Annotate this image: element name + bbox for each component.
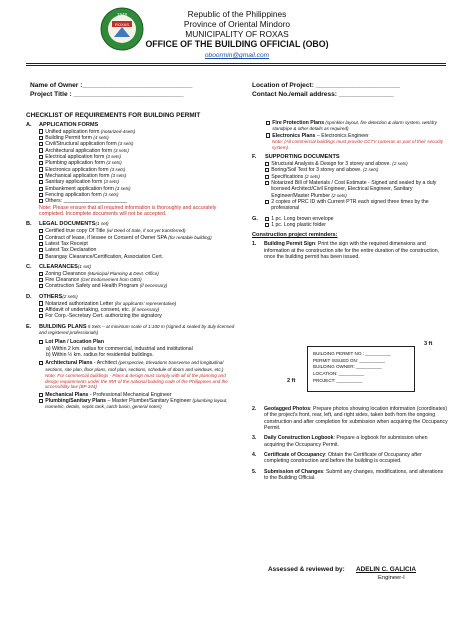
checklist-item-text: Barangay Clearance/Certification, Association Cert. xyxy=(45,253,164,260)
sign-width-label: 3 ft xyxy=(424,341,433,347)
checkbox[interactable] xyxy=(39,229,43,233)
checkbox[interactable] xyxy=(39,180,43,184)
checklist-item-note: (notarized-4sets) xyxy=(100,128,136,134)
section-g-key: G. xyxy=(252,215,258,222)
checklist-item-text: Structural Analysis & Design for 3 storey and above. xyxy=(271,161,393,168)
checklist-item-text: Notarized authorization Letter xyxy=(45,300,115,307)
checkbox[interactable] xyxy=(265,168,269,172)
checklist-item[interactable] xyxy=(265,222,333,228)
lot-plan-checkbox[interactable] xyxy=(39,340,43,344)
checkbox[interactable] xyxy=(265,181,269,185)
checkbox[interactable] xyxy=(39,155,43,159)
checklist-title: CHECKLIST OF REQUIREMENTS FOR BUILDING PERMIT xyxy=(26,112,201,119)
header-line-province: Province of Oriental Mindoro xyxy=(183,19,291,29)
checklist-item[interactable] xyxy=(265,180,448,199)
checklist-item-note: (4 sets) xyxy=(93,134,109,140)
sign-line-project: PROJECT: __________ xyxy=(313,377,363,383)
architectural-note: Note: For commercial buildings - Plans & design must comply with all of the planning and design requirements under the IRR of the national building code of the Philippines and the accessibility law (BP 344) xyxy=(45,373,228,390)
checkbox[interactable] xyxy=(39,199,43,203)
checklist-item-note: (Get Endorsement from OBO) xyxy=(80,277,142,283)
project-location-field[interactable]: Location of Project: _______________________ xyxy=(252,82,401,89)
checklist-item-text: 1 pc. Long plastic folder xyxy=(271,222,326,229)
sign-line-issued-on: PERMIT ISSUED ON: __________ xyxy=(313,357,385,363)
checklist-item-text: Certified true copy Of Title xyxy=(45,228,107,235)
cctv-note: Note: (All commercial buildings must provide CCTV cameras as part of their security system). xyxy=(272,139,444,150)
reminder-4: 4. Certificate of Occupancy: Obtain the Certificate of Occupancy after completing construction and before the building is occupied. xyxy=(252,452,422,465)
lot-plan-a: a) Within 2 km. radius for commercial, industrial and institutional xyxy=(46,345,193,352)
checkbox[interactable] xyxy=(39,129,43,133)
seal-text: ROXAS xyxy=(114,22,130,27)
electronics-plans-checkbox[interactable] xyxy=(266,133,270,137)
checklist-item-note: (3 sets) xyxy=(113,147,129,153)
section-e-heading: E. BUILDING PLANS 5 Sets – at minimum scale of 1:100 m (signed & sealed by duly licensed and registered professionals) xyxy=(26,323,235,336)
checkbox[interactable] xyxy=(39,308,43,312)
architectural-plans-item[interactable]: Architectural Plans - Architect (perspective, Elevations transverse and longitudinal sections, site plan, floor plans, roof plan, sections, schedule of doors and windows, etc.) xyxy=(39,360,236,373)
left-column xyxy=(26,112,236,411)
section-g xyxy=(252,216,448,229)
contact-field[interactable]: Contact No./email address: _______________ xyxy=(252,91,394,98)
application-forms-note: Note: Please ensure that all required information is thoroughly and accurately completed. Incomplete documents will not be accepted. xyxy=(39,204,217,218)
checklist-item-text: Fencing application form xyxy=(45,192,104,199)
supporting-documents-list xyxy=(252,161,448,212)
owner-name-field[interactable]: Name of Owner :______________________________ xyxy=(30,82,193,89)
checklist-item-note: (if necessary) xyxy=(139,283,168,289)
section-d-heading: D. OTHERS (2 sets) xyxy=(26,293,78,300)
checklist-item-text: Contract of lease, if lessee or Consent of Owner SPA xyxy=(45,234,169,241)
checklist-item-note: (2 sets) xyxy=(331,192,347,198)
header-line-office: OFFICE OF THE BUILDING OFFICIAL (OBO) xyxy=(145,39,329,49)
checklist-item-text: Plumbing application form xyxy=(45,160,107,167)
checklist-item-text: Latest Tax Receipt xyxy=(45,240,88,247)
checklist-item-note: (3 sets) xyxy=(118,141,134,147)
checklist-item-note: (Municipal Planning & Devt. Office) xyxy=(87,270,159,276)
envelope-folder-list xyxy=(265,216,333,229)
checkbox[interactable] xyxy=(39,148,43,152)
checklist-item-text: Notarized Bill of Materials / Cost Estimate - Signed and sealed by a duly licensed Architect/Civil Engineer, Electrical Engineer, Sanitary Engineer/Master Plumber xyxy=(271,180,437,199)
reminder-3: 3. Daily Construction Logbook: Prepare a logbook for submission when acquiring the Occupancy Permit. xyxy=(252,435,428,448)
checklist-item-text: Building Permit form xyxy=(45,134,94,141)
checkbox[interactable] xyxy=(39,167,43,171)
project-title-field[interactable]: Project Title : ______________________________ xyxy=(30,91,184,98)
checklist-item-text: Specifications xyxy=(271,173,305,180)
checklist-item-text: Embankment application form xyxy=(45,185,116,192)
sign-line-permit-no: BUILDING PERMIT NO.: __________ xyxy=(313,351,391,356)
sign-line-owner: BUILDING OWNER: __________ xyxy=(313,364,382,370)
checklist-item-note: (3 sets) xyxy=(110,173,127,179)
header-rule-top xyxy=(26,63,446,64)
checklist-item-text: Affidavit of undertaking, consent, etc. xyxy=(45,306,132,313)
checkbox[interactable] xyxy=(39,235,43,239)
checklist-item-text: Electrical application form xyxy=(45,154,106,160)
checklist-item-note: (3 sets) xyxy=(105,154,122,159)
checklist-item-note: (2 sets) xyxy=(363,167,379,173)
reviewer-name: ADELIN C. GALICIA xyxy=(356,566,416,573)
checkbox[interactable] xyxy=(265,175,269,179)
checklist-item-text: Construction Safety and Health Program xyxy=(45,283,140,290)
checklist-item-text: 1 pc. Long brown envelope xyxy=(271,215,334,222)
office-email-link[interactable]: oboormin@gmail.com xyxy=(204,52,270,59)
assessed-by-label: Assessed & reviewed by: xyxy=(268,566,345,573)
section-c-heading: C. CLEARANCES (1 set) xyxy=(26,263,91,270)
checkbox[interactable] xyxy=(265,223,269,227)
plumbing-plans-checkbox[interactable] xyxy=(39,399,43,403)
checkbox[interactable] xyxy=(39,301,43,305)
permit-sign-box xyxy=(307,346,415,392)
checklist-item-text: Architectural application form xyxy=(45,147,114,154)
checkbox[interactable] xyxy=(39,254,43,258)
checklist-item-note: (for rentable building) xyxy=(168,234,212,240)
fire-protection-item[interactable]: Fire Protection Plans (sprinkler layout, fire detection & alarm system, wet/dry standpipe & other details as required) xyxy=(266,120,448,133)
section-a-heading: A. APPLICATION FORMS xyxy=(26,121,99,128)
checklist-item-note: (w/ Deed of Sale, if not yet transferred) xyxy=(106,228,186,234)
seal-year: 1948 xyxy=(116,12,128,17)
plumbing-plans-item[interactable]: Plumbing/Sanitary Plans – Master Plumber/Sanitary Engineer (plumbing layout, isometric, details, septic tank, catch basin, general notes) xyxy=(39,398,236,411)
checkbox[interactable] xyxy=(39,242,43,246)
checklist-item-note: (3 sets) xyxy=(106,160,122,166)
architectural-plans-checkbox[interactable] xyxy=(39,361,43,365)
header-line-municipality: MUNICIPALITY OF ROXAS xyxy=(185,29,289,39)
section-b-heading: B. LEGAL DOCUMENTS (1 set) xyxy=(26,221,109,228)
reminder-1: 1. Building Permit Sign: Print the sign with the required dimensions and information at the construction site for the entire duration of the construction, once the building permit has been issued. xyxy=(252,241,440,260)
checkbox[interactable] xyxy=(39,278,43,282)
checkbox[interactable] xyxy=(265,217,269,221)
mechanical-plans-item[interactable]: Mechanical Plans - Professional Mechanical Engineer xyxy=(39,392,236,398)
checkbox[interactable] xyxy=(39,161,43,165)
lot-plan-item[interactable]: Lot Plan / Location Plan xyxy=(39,339,236,345)
checkbox[interactable] xyxy=(39,136,43,140)
checklist-item-note: (3 sets) xyxy=(103,192,119,198)
sign-line-location: LOCATION: __________ xyxy=(313,370,365,376)
reminders-continued xyxy=(252,406,448,481)
checklist-item[interactable] xyxy=(265,199,448,212)
checkbox[interactable] xyxy=(39,193,43,197)
electronics-plans-item[interactable]: Electronics Plans – Electronics Engineer xyxy=(266,133,448,139)
checklist-item-text: Sanitary application form xyxy=(45,179,104,186)
sign-height-label: 2 ft xyxy=(287,378,296,384)
others-list xyxy=(26,301,236,320)
checklist-item-note: (if necessary) xyxy=(131,306,160,312)
reminders-title: Construction project reminders: xyxy=(252,232,338,239)
checkbox[interactable] xyxy=(39,272,43,276)
checkbox[interactable] xyxy=(39,248,43,252)
checkbox[interactable] xyxy=(39,174,43,178)
checkbox[interactable] xyxy=(39,187,43,191)
fire-protection-checkbox[interactable] xyxy=(266,121,270,125)
reminder-2: 2. Geotagged Photos: Prepare photos showing location information (coordinates) of the project's front, rear, left, and right sides, taken both from the ongoing construction and after completion for submission when acquiring the Occupancy Permit. xyxy=(252,406,448,432)
header-rule-bottom xyxy=(26,65,446,66)
checklist-item-text: Fire Clearance xyxy=(45,277,81,284)
checklist-item-text: 2 copies of PRC ID with Current PTR each signed three times by the professional xyxy=(271,199,429,212)
checkbox[interactable] xyxy=(39,284,43,288)
checklist-item-text: Civil/Structural application form xyxy=(45,141,119,148)
checklist-item-text: Zoning Clearance xyxy=(45,270,88,277)
checkbox[interactable] xyxy=(265,200,269,204)
checklist-item-text: For Corp.-Secretary Cert. authorizing the signatory xyxy=(45,313,162,320)
checklist-item-note: (for applicants' representative) xyxy=(114,300,177,306)
checklist-item-note: (3 sets) xyxy=(115,185,131,191)
lot-plan-b: b) Within ½ km. radius for residential buildings. xyxy=(46,351,154,358)
reminder-5: 5. Submission of Changes: Submit any changes, modifications, and alterations to the Building Official. xyxy=(252,468,444,482)
reviewer-role: Engineer-I xyxy=(378,575,405,581)
checklist-item-text: Mechanical application form xyxy=(45,173,111,180)
checklist-item-text: Unified application form xyxy=(45,128,101,135)
mechanical-plans-checkbox[interactable] xyxy=(39,393,43,397)
section-f-heading: F. SUPPORTING DOCUMENTS xyxy=(252,154,340,161)
header-line-republic: Republic of the Philippines xyxy=(187,9,287,19)
clearances-list xyxy=(26,271,236,290)
checklist-item-note: (3 sets) xyxy=(103,179,120,185)
checklist-item-text: Electronics application form xyxy=(45,166,111,173)
application-forms-list xyxy=(26,129,236,205)
checkbox[interactable] xyxy=(265,162,269,166)
checkbox[interactable] xyxy=(39,314,43,318)
checklist-item-note: (2 sets) xyxy=(392,161,408,167)
checklist-item-text: Latest Tax Declaration xyxy=(45,247,97,254)
legal-documents-list xyxy=(26,228,236,260)
checklist-item-note: (2 sets) xyxy=(304,173,320,179)
right-column xyxy=(252,120,448,260)
checklist-item-text: Others: ______________________ xyxy=(45,198,128,205)
checklist-item-note: (3 sets) xyxy=(110,166,126,172)
checkbox[interactable] xyxy=(39,142,43,146)
checklist-item-text: Boring/Soil Test for 3 storey and above. xyxy=(271,167,364,174)
